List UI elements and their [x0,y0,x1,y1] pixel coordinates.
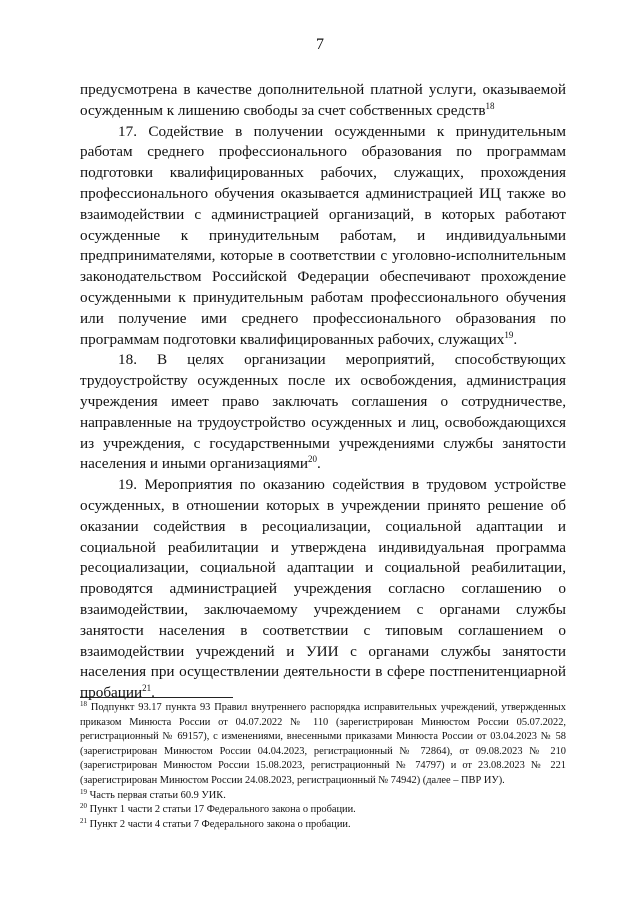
footnote-ref-20[interactable]: 20 [307,454,317,465]
paragraph-18 [80,350,566,475]
footnote-mark: 21 [80,816,87,825]
paragraph-end: . [513,330,518,348]
paragraph-text: предусмотрена в качестве дополнительной платной услуги, оказываемой осужденным к лишению свободы за счет собственных средств [80,81,566,119]
footnote-separator [80,697,233,698]
footnote-20 [80,803,566,818]
footnote-text: Пункт 2 части 4 статьи 7 Федерального закона о пробации. [87,818,351,830]
page-number: 7 [316,36,324,53]
footnote-ref-19[interactable]: 19 [504,329,514,340]
paragraph-text: 18. В целях организации мероприятий, способствующих трудоустройству осужденных после их освобождения, администрация учреждения имеет право заключать соглашения о сотрудничестве, направленные на трудоустройство осужденных и лиц, освобождающихся из учреждения, с государственными учреждениями службы занятости населения и иными организациями [80,351,566,473]
footnote-21 [80,818,566,833]
footnote-mark: 20 [80,802,87,811]
body-text [80,80,566,704]
footnote-ref-18[interactable]: 18 [485,100,495,111]
footnote-18 [80,701,566,789]
footnotes [80,701,566,832]
footnote-text: Пункт 1 части 2 статьи 17 Федерального закона о пробации. [87,804,356,816]
paragraph-text: 17. Содействие в получении осужденными к принудительным работам среднего профессионального образования по программам подготовки квалифицированных рабочих, служащих, прохождения профессионального обучения оказывается администрацией ИЦ также во взаимодействии с администрацией организаций, в которых работают осужденные к принудительным работам, и индивидуальными предпринимателями, которые в соответствии с уголовно-исполнительным законодательством Российской Федерации обеспечивают прохождение осужденными к принудительным работам профессионального обучения или получение ими среднего профессионального образования по программам подготовки квалифицированных рабочих, служащих [80,122,566,348]
paragraph-text: 19. Мероприятия по оказанию содействия в трудовом устройстве осужденных, в отношении которых в учреждении принято решение об оказании содействия в ресоциализации, социальной адаптации и социальной реабилитации и утверждена индивидуальная программа ресоциализации, социальной адаптации и социальной реабилитации, проводятся администрацией учреждения согласно соглашению о взаимодействии, заключаемому учреждением с органами службы занятости населения в соответствии с типовым соглашением о взаимодействии учреждений и УИИ с органами службы занятости населения при осуществлении деятельности в сфере постпенитенциарной пробации [80,476,566,702]
footnote-mark: 19 [80,787,87,796]
footnote-mark: 18 [80,700,87,708]
paragraph-end: . [151,684,155,702]
footnote-text: Часть первая статьи 60.9 УИК. [87,789,226,801]
paragraph-17 [80,122,566,351]
footnote-19 [80,789,566,804]
footnote-ref-21[interactable]: 21 [142,683,152,694]
paragraph-16-continuation [80,80,566,122]
paragraph-19 [80,475,566,704]
paragraph-end: . [316,455,321,473]
footnote-text: Подпункт 93.17 пункта 93 Правил внутреннего распорядка исправительных учреждений, утвержденных приказом Минюста России от 04.07.2022 № 110 (зарегистрирован Минюстом России 05.07.2022, регистрационный № 69157), с изменениями, внесенными приказами Минюста России от 03.04.2023 № 58 (зарегистрирован Минюстом России 04.04.2023, регистрационный № 72864), от 09.08.2023 № 210 (зарегистрирован Минюстом России 15.08.2023, регистрационный № 74797) и от 23.08.2023 № 221 (зарегистрирован Минюстом России 24.08.2023, регистрационный № 74942) (далее – ПВР ИУ). [80,702,566,786]
